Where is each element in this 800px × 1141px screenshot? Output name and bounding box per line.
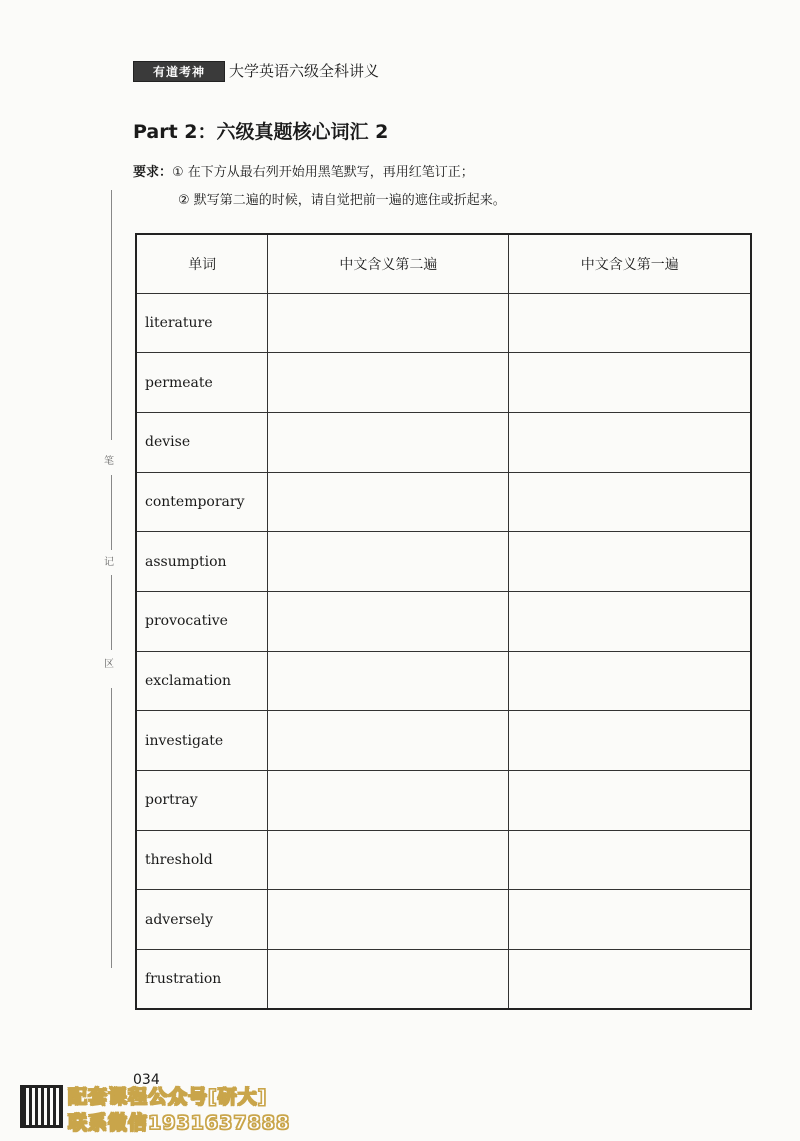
answer-cell-first[interactable] — [509, 353, 751, 413]
column-header-word: 单词 — [136, 234, 268, 293]
table-row — [136, 890, 751, 950]
word-cell: assumption — [136, 532, 268, 592]
word-cell: literature — [136, 293, 268, 353]
word-cell: provocative — [136, 591, 268, 651]
answer-cell-second[interactable] — [268, 353, 509, 413]
answer-cell-first[interactable] — [509, 950, 751, 1010]
margin-note-char: 记 — [104, 557, 114, 568]
table-row — [136, 353, 751, 413]
word-cell: threshold — [136, 830, 268, 890]
word-cell: permeate — [136, 353, 268, 413]
column-header-second-pass: 中文含义第二遍 — [268, 234, 509, 293]
table-row — [136, 830, 751, 890]
answer-cell-second[interactable] — [268, 950, 509, 1010]
answer-cell-first[interactable] — [509, 591, 751, 651]
answer-cell-second[interactable] — [268, 293, 509, 353]
column-header-first-pass: 中文含义第一遍 — [509, 234, 751, 293]
qr-code-icon — [20, 1085, 63, 1128]
word-cell: portray — [136, 771, 268, 831]
word-cell: contemporary — [136, 472, 268, 532]
table-row — [136, 412, 751, 472]
word-cell: exclamation — [136, 651, 268, 711]
table-row — [136, 532, 751, 592]
requirements-line-2: ② 默写第二遍的时候，请自觉把前一遍的遮住或折起来。 — [178, 193, 506, 208]
answer-cell-second[interactable] — [268, 412, 509, 472]
vocabulary-table — [135, 233, 752, 1010]
word-cell: devise — [136, 412, 268, 472]
answer-cell-first[interactable] — [509, 890, 751, 950]
page-title: Part 2：六级真题核心词汇 2 — [133, 121, 389, 143]
answer-cell-second[interactable] — [268, 472, 509, 532]
table-row — [136, 651, 751, 711]
table-row — [136, 472, 751, 532]
answer-cell-second[interactable] — [268, 711, 509, 771]
word-cell: frustration — [136, 950, 268, 1010]
requirements-label: 要求： — [133, 165, 173, 180]
word-cell: adversely — [136, 890, 268, 950]
margin-line-bottom — [111, 688, 112, 968]
margin-line — [111, 575, 112, 650]
table-header-row — [136, 234, 751, 293]
word-cell: investigate — [136, 711, 268, 771]
answer-cell-first[interactable] — [509, 532, 751, 592]
table-row — [136, 771, 751, 831]
answer-cell-second[interactable] — [268, 532, 509, 592]
answer-cell-first[interactable] — [509, 711, 751, 771]
answer-cell-first[interactable] — [509, 651, 751, 711]
brand-logo — [133, 61, 225, 82]
answer-cell-first[interactable] — [509, 412, 751, 472]
page-number: 034 — [133, 1072, 160, 1088]
answer-cell-first[interactable] — [509, 293, 751, 353]
margin-note-char: 区 — [104, 659, 114, 670]
watermark-line-2: 联系微信1931637888 — [68, 1112, 291, 1134]
requirements-line-1 — [133, 161, 474, 180]
watermark-line-1: 配套课程公众号[研大] — [68, 1086, 268, 1108]
margin-line-top — [111, 190, 112, 440]
answer-cell-first[interactable] — [509, 771, 751, 831]
answer-cell-first[interactable] — [509, 472, 751, 532]
margin-note-char: 笔 — [104, 456, 114, 467]
requirements-text-1: ① 在下方从最右列开始用黑笔默写，再用红笔订正； — [172, 165, 474, 180]
answer-cell-second[interactable] — [268, 890, 509, 950]
answer-cell-second[interactable] — [268, 651, 509, 711]
answer-cell-second[interactable] — [268, 830, 509, 890]
table-row — [136, 950, 751, 1010]
answer-cell-second[interactable] — [268, 771, 509, 831]
brand-logo-text: 有道考神 — [152, 65, 205, 79]
table-row — [136, 711, 751, 771]
vocabulary-rows — [136, 293, 751, 1009]
margin-line — [111, 475, 112, 550]
table-row — [136, 591, 751, 651]
book-title: 大学英语六级全科讲义 — [229, 62, 380, 80]
answer-cell-second[interactable] — [268, 591, 509, 651]
answer-cell-first[interactable] — [509, 830, 751, 890]
table-row — [136, 293, 751, 353]
